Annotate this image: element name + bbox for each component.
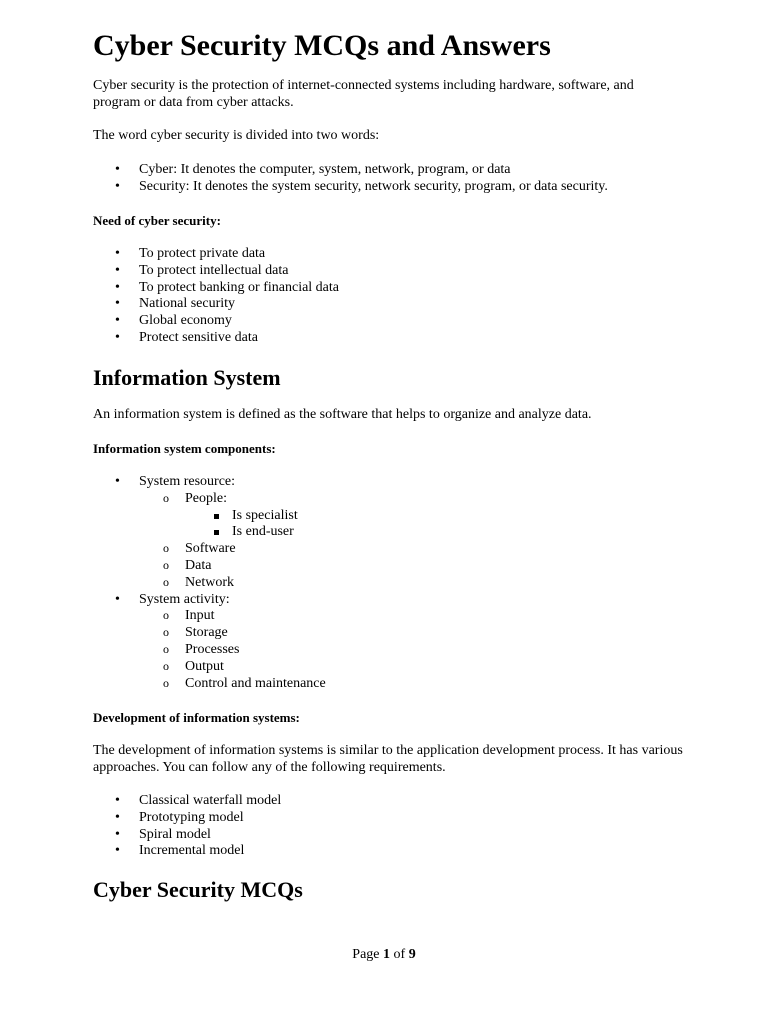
list-item: o Control and maintenance (93, 676, 326, 693)
list-item: • Security: It denotes the system security, network security, program, or data security. (93, 179, 608, 196)
list-item: • System activity: (93, 592, 326, 609)
list-item: o Software (93, 541, 326, 558)
list-item: o Storage (93, 625, 326, 642)
list-item: • Cyber: It denotes the computer, system, network, program, or data (93, 162, 608, 179)
need-heading: Need of cyber security: (93, 213, 221, 228)
info-system-heading: Information System (93, 365, 281, 390)
list-item: • Protect sensitive data (93, 330, 339, 347)
page-footer (0, 946, 768, 963)
page-title: Cyber Security MCQs and Answers (93, 29, 551, 62)
list-item: Is end-user (93, 524, 326, 541)
list-item: • System resource: (93, 474, 326, 491)
list-item: • To protect private data (93, 246, 339, 263)
components-list (93, 474, 326, 692)
list-item: • Spiral model (93, 827, 281, 844)
need-list (93, 246, 339, 347)
list-item: o People: (93, 491, 326, 508)
components-heading: Information system components: (93, 441, 276, 456)
list-item: • To protect banking or financial data (93, 280, 339, 297)
development-heading: Development of information systems: (93, 710, 300, 725)
list-item: • To protect intellectual data (93, 263, 339, 280)
development-paragraph: The development of information systems is similar to the application development process. It has various approaches. You can follow any of the following requirements. (93, 743, 683, 775)
intro-paragraph: Cyber security is the protection of internet-connected systems including hardware, software, and program or data from cyber attacks. (93, 78, 634, 110)
list-item: o Network (93, 575, 326, 592)
list-item: o Output (93, 659, 326, 676)
list-item: • Prototyping model (93, 810, 281, 827)
list-item: • National security (93, 296, 339, 313)
list-item: Is specialist (93, 508, 326, 525)
development-list (93, 793, 281, 860)
list-item: • Classical waterfall model (93, 793, 281, 810)
list-item: • Incremental model (93, 843, 281, 860)
list-item: o Input (93, 608, 326, 625)
info-system-paragraph: An information system is defined as the software that helps to organize and analyze data. (93, 407, 592, 422)
word-list (93, 162, 608, 196)
list-item: o Data (93, 558, 326, 575)
page-label: Page (352, 947, 380, 962)
list-item: • Global economy (93, 313, 339, 330)
word-split-paragraph: The word cyber security is divided into two words: (93, 128, 380, 143)
list-item: o Processes (93, 642, 326, 659)
of-label: of (393, 947, 406, 962)
mcq-heading: Cyber Security MCQs (93, 877, 303, 902)
page-number: 1 (383, 947, 391, 962)
page-total: 9 (408, 947, 416, 962)
